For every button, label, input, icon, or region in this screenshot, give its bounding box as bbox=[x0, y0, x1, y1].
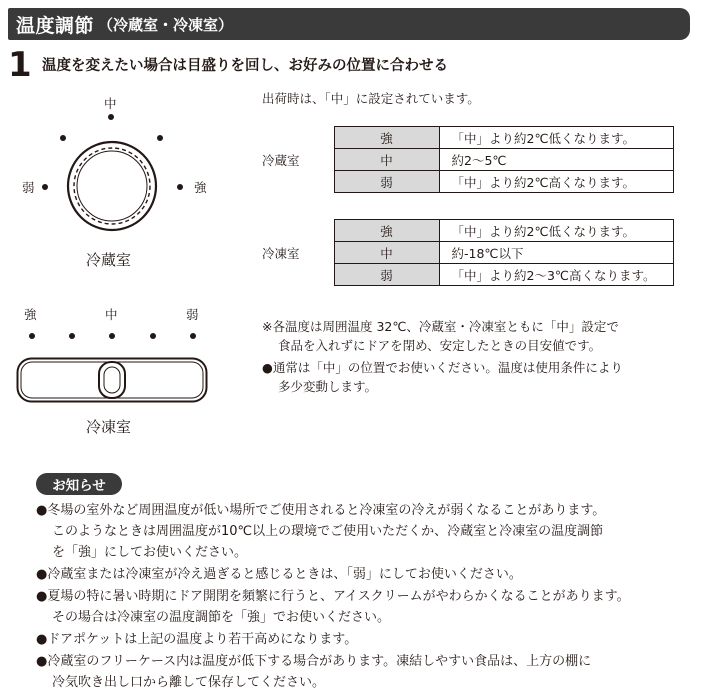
desc-cell: 「中」より約2℃高くなります。 bbox=[439, 171, 673, 193]
section-header bbox=[8, 8, 690, 40]
fridge-dial-caption: 冷蔵室 bbox=[86, 251, 132, 269]
desc-cell: 約2～5℃ bbox=[439, 149, 673, 171]
asterisk-note-line: 食品を入れずにドアを閉め、安定したときの目安値です。 bbox=[278, 338, 602, 353]
fridge-dial-knob bbox=[66, 140, 158, 232]
table-name: 冷蔵室 bbox=[262, 152, 300, 168]
level-cell: 中 bbox=[334, 242, 439, 264]
bullet-note-line: 多少変動します。 bbox=[278, 379, 378, 394]
slider-dot bbox=[69, 333, 75, 339]
freezer-slider-caption: 冷凍室 bbox=[86, 418, 132, 436]
info-line: ●ドアポケットは上記の温度より若干高めになります。 bbox=[36, 632, 358, 647]
info-line: ●夏場の特に暑い時期にドア開閉を頻繁に行うと、アイスクリームがやわらかくなることがあります。 bbox=[36, 589, 630, 604]
step-number: 1 bbox=[8, 45, 32, 85]
dial-label-weak: 弱 bbox=[22, 180, 35, 195]
default-setting-note: 出荷時は、「中」に設定されています。 bbox=[262, 91, 480, 106]
slider-dot bbox=[29, 333, 35, 339]
freezer-slider-control bbox=[16, 357, 208, 403]
level-cell: 弱 bbox=[334, 264, 439, 286]
info-line: 冷気吹き出し口から離して保存してください。 bbox=[52, 675, 326, 690]
table-row bbox=[262, 127, 673, 149]
step-instruction: 温度を変えたい場合は目盛りを回し、お好みの位置に合わせる bbox=[42, 58, 448, 74]
desc-cell: 約-18℃以下 bbox=[439, 242, 673, 264]
level-cell: 弱 bbox=[334, 171, 439, 193]
info-line: を「強」にしてお使いください。 bbox=[52, 545, 248, 560]
asterisk-note-line: ※各温度は周囲温度 32℃、冷蔵室・冷凍室ともに「中」設定で bbox=[262, 319, 619, 334]
dial-dot bbox=[108, 114, 114, 120]
fridge-temp-table bbox=[262, 126, 674, 193]
desc-cell: 「中」より約2℃低くなります。 bbox=[439, 127, 673, 149]
dial-dot bbox=[177, 184, 183, 190]
slider-label-strong: 強 bbox=[24, 307, 37, 322]
info-line: ●冷蔵室のフリーケース内は温度が低下する場合があります。凍結しやすい食品は、上方の棚に bbox=[36, 654, 592, 669]
info-line: ●冬場の室外など周囲温度が低い場所でご使用されると冷凍室の冷えが弱くなることがあります。 bbox=[36, 503, 606, 518]
freezer-temp-table bbox=[262, 219, 674, 286]
level-cell: 中 bbox=[334, 149, 439, 171]
slider-label-mid: 中 bbox=[105, 307, 118, 322]
slider-label-weak: 弱 bbox=[186, 307, 199, 322]
slider-dot bbox=[150, 333, 156, 339]
bullet-note-line: ●通常は「中」の位置でお使いください。温度は使用条件により bbox=[262, 360, 623, 375]
section-subtitle: （冷蔵室・冷凍室） bbox=[98, 15, 234, 34]
dial-label-strong: 強 bbox=[194, 180, 207, 195]
dial-dot bbox=[42, 184, 48, 190]
slider-dot bbox=[190, 333, 196, 339]
desc-cell: 「中」より約2℃低くなります。 bbox=[439, 220, 673, 242]
info-line: その場合は冷凍室の温度調節を「強」でお使いください。 bbox=[52, 610, 391, 625]
table-name: 冷凍室 bbox=[262, 245, 300, 261]
info-badge: お知らせ bbox=[36, 473, 122, 495]
table-row bbox=[262, 220, 673, 242]
level-cell: 強 bbox=[334, 220, 439, 242]
section-title: 温度調節 bbox=[16, 14, 95, 37]
level-cell: 強 bbox=[334, 127, 439, 149]
dial-label-mid: 中 bbox=[104, 96, 117, 111]
info-line: ●冷蔵室または冷凍室が冷え過ぎると感じるときは、「弱」にしてお使いください。 bbox=[36, 567, 522, 582]
info-line: このようなときは周囲温度が10℃以上の環境でご使用いただくか、冷蔵室と冷凍室の温度調節 bbox=[52, 524, 604, 539]
slider-dot bbox=[109, 333, 115, 339]
desc-cell: 「中」より約2～3℃高くなります。 bbox=[439, 264, 673, 286]
